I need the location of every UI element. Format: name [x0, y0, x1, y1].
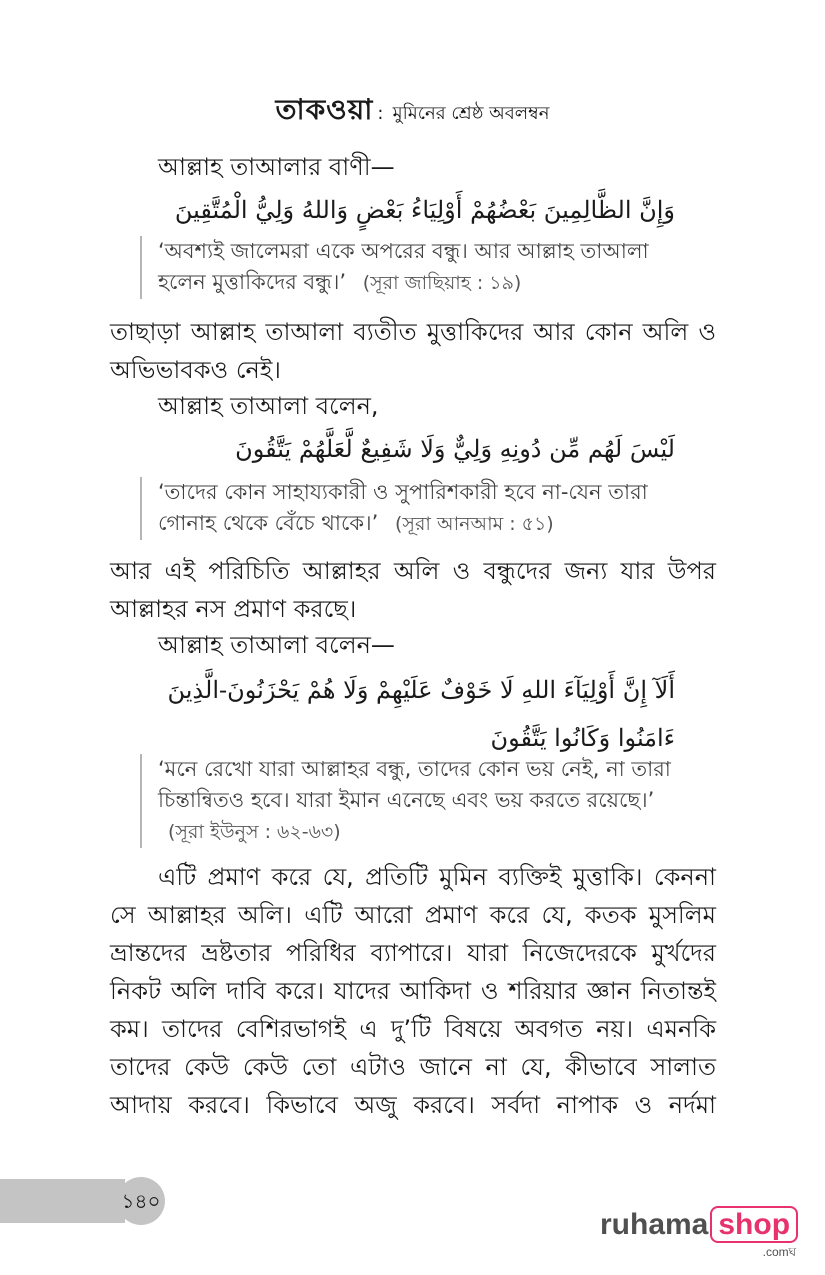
verse-reference: (সূরা জাছিয়াহ : ১৯): [362, 272, 522, 294]
arabic-verse: لَيْسَ لَهُم مِّن دُونِهِ وَلِيٌّ وَلَا شَفِيعٌ لَّعَلَّهُمْ يَتَّقُونَ: [235, 435, 675, 463]
logo-domain: .comঘ: [762, 1245, 797, 1259]
verse-translation: [140, 754, 698, 848]
verse-intro: আল্লাহ তাআলা বলেন—: [158, 631, 395, 659]
translation-text: ‘তাদের কোন সাহায্যকারী ও সুপারিশকারী হবে না-যেন তারা গোনাহ থেকে বেঁচে থাকে।’: [158, 480, 648, 535]
arabic-verse: وَإِنَّ الظَّالِمِينَ بَعْضُهُمْ أَوْلِيَاءُ بَعْضٍ وَاللهُ وَلِيُّ الْمُتَّقِينَ: [174, 196, 675, 224]
verse-reference: (সূরা ইউনুস : ৬২-৬৩): [168, 821, 341, 843]
running-header: [0, 88, 825, 135]
verse-translation: [140, 236, 698, 299]
translation-text: ‘অবশ্যই জালেমরা একে অপরের বন্ধু। আর আল্লাহ তাআলা হলেন মুত্তাকিদের বন্ধু।’: [158, 239, 649, 294]
header-separator: :: [377, 103, 384, 124]
verse-reference: (সূরা আনআম : ৫১): [394, 513, 554, 535]
logo-main-text: ruhama: [600, 1208, 709, 1241]
verse-intro: আল্লাহ তাআলার বাণী—: [158, 153, 395, 181]
paragraph: তাছাড়া আল্লাহ তাআলা ব্যতীত মুত্তাকিদের আর কোন অলি ও অভিভাবকও নেই।: [110, 318, 716, 384]
logo-accent-text: shop: [710, 1206, 798, 1243]
book-subtitle: মুমিনের শ্রেষ্ঠ অবলম্বন: [392, 103, 550, 124]
book-title: তাকওয়া: [275, 93, 374, 126]
paragraph: আর এই পরিচিতি আল্লাহর অলি ও বন্ধুদের জন্য যার উপর আল্লাহর নস প্রমাণ করছে।: [110, 557, 716, 623]
translation-text: ‘মনে রেখো যারা আল্লাহর বন্ধু, তাদের কোন ভয় নেই, না তারা চিন্তান্বিতও হবে। যারা ইমান এনেছে এবং ভয় করতে রয়েছে।’: [158, 757, 671, 812]
footer-bar: [0, 1179, 125, 1223]
verse-translation: [140, 477, 698, 540]
publisher-logo: [600, 1208, 798, 1259]
arabic-verse: أَلَآ إِنَّ أَوْلِيَآءَ اللهِ لَا خَوْفٌ عَلَيْهِمْ وَلَا هُمْ يَحْزَنُونَ-الَّذِينَ ءَامَنُوا وَكَانُوا يَتَّقُونَ: [167, 676, 675, 752]
closing-paragraph: এটি প্রমাণ করে যে, প্রতিটি মুমিন ব্যক্তিই মুত্তাকি। কেননা সে আল্লাহর অলি। এটি আরো প্রমাণ করে যে, কতক মুসলিম ভ্রান্তদের ভ্রষ্টতার পরিধির ব্যাপারে। যারা নিজেদেরকে মুর্খদের নিকট অলি দাবি করে। যাদের আকিদা ও শরিয়ার জ্ঞান নিতান্তই কম। তাদের বেশিরভাগই এ দু’টি বিষয়ে অবগত নয়। এমনকি তাদের কেউ কেউ তো এটাও জানে না যে, কীভাবে সালাত আদায় করবে। কিভাবে অজু করবে। সর্বদা নাপাক ও নর্দমা: [110, 863, 716, 1119]
verse-intro: আল্লাহ তাআলা বলেন,: [158, 392, 379, 420]
page-number: ১৪০: [117, 1177, 165, 1225]
